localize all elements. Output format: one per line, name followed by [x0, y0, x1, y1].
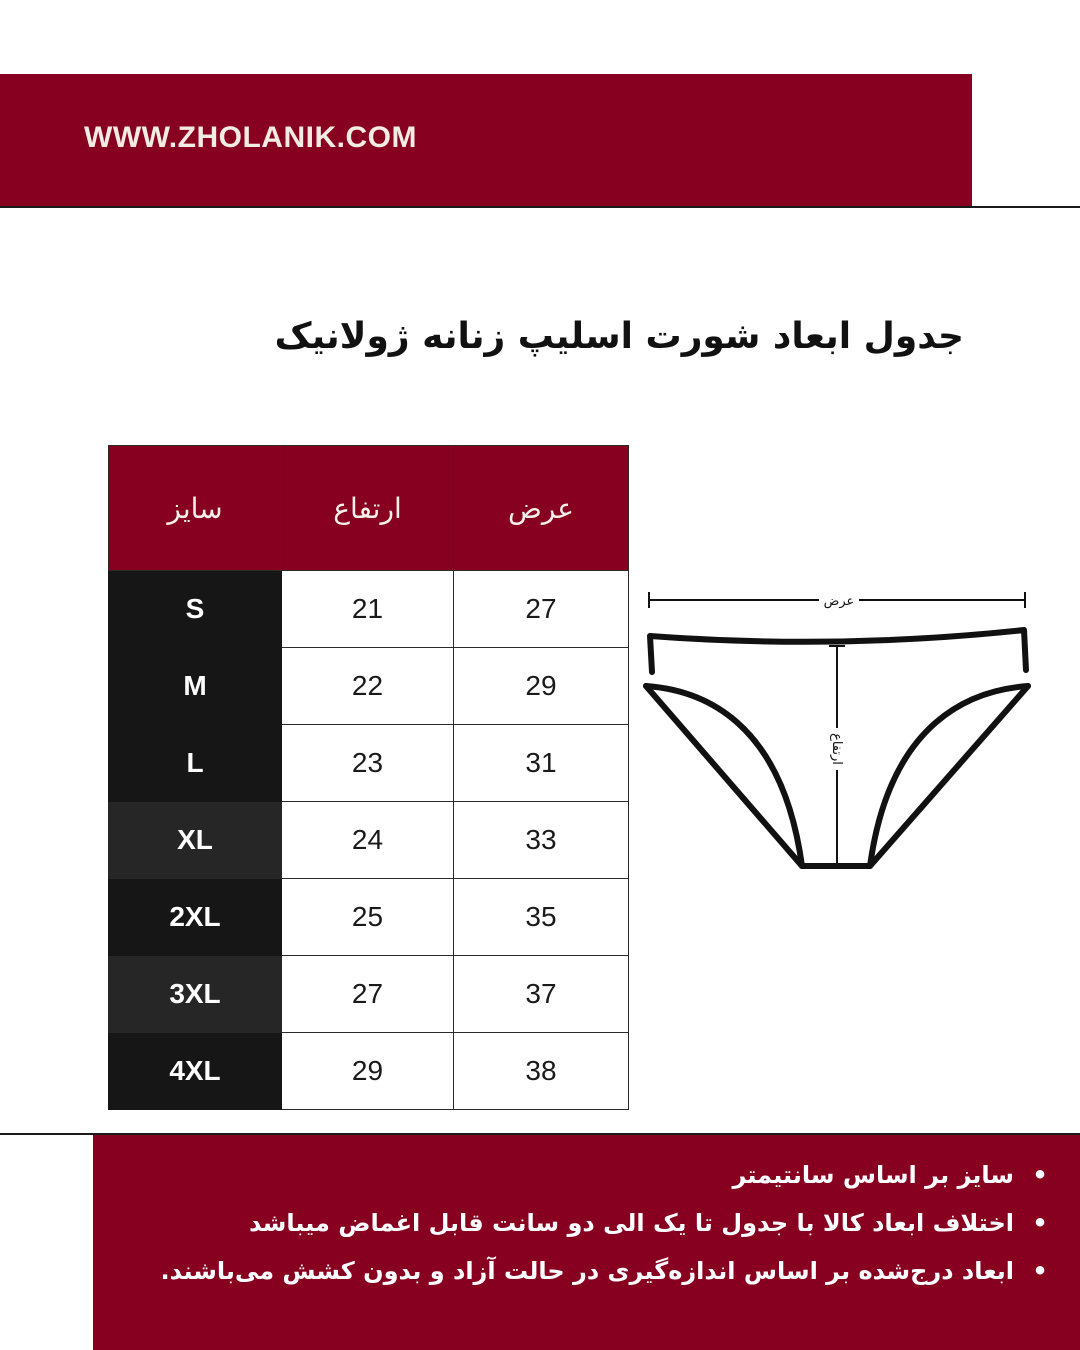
note-item: • سایز بر اساس سانتیمتر — [161, 1151, 1056, 1199]
table-row — [109, 879, 629, 956]
height-cell: 21 — [282, 571, 454, 648]
size-cell: 4XL — [109, 1033, 282, 1110]
table-header-row — [109, 446, 629, 571]
size-cell: 3XL — [109, 956, 282, 1033]
note-item: • ابعاد درج‌شده بر اساس اندازه‌گیری در حالت آزاد و بدون کشش می‌باشند. — [161, 1247, 1056, 1295]
width-cell: 27 — [454, 571, 629, 648]
footer-notes-panel — [93, 1135, 1080, 1350]
size-cell: XL — [109, 802, 282, 879]
header-height: ارتفاع — [282, 446, 454, 571]
notes-list — [161, 1151, 1056, 1295]
width-cell: 31 — [454, 725, 629, 802]
height-cell: 29 — [282, 1033, 454, 1110]
table-row — [109, 648, 629, 725]
site-url: WWW.ZHOLANIK.COM — [84, 121, 417, 154]
size-cell: L — [109, 725, 282, 802]
width-cell: 33 — [454, 802, 629, 879]
width-cell: 35 — [454, 879, 629, 956]
table-row — [109, 956, 629, 1033]
size-cell: M — [109, 648, 282, 725]
size-table — [108, 445, 629, 1110]
table-row — [109, 571, 629, 648]
height-label: ارتفاع — [829, 733, 844, 765]
table-row — [109, 1033, 629, 1110]
header-width: عرض — [454, 446, 629, 571]
table-row — [109, 802, 629, 879]
width-cell: 37 — [454, 956, 629, 1033]
table-row — [109, 725, 629, 802]
height-cell: 23 — [282, 725, 454, 802]
height-cell: 27 — [282, 956, 454, 1033]
page-title: جدول ابعاد شورت اسلیپ زنانه ژولانیک — [274, 316, 964, 357]
width-label: عرض — [823, 594, 855, 609]
height-cell: 24 — [282, 802, 454, 879]
width-cell: 29 — [454, 648, 629, 725]
header-divider — [0, 206, 1080, 208]
width-cell: 38 — [454, 1033, 629, 1110]
height-cell: 25 — [282, 879, 454, 956]
size-cell: 2XL — [109, 879, 282, 956]
height-cell: 22 — [282, 648, 454, 725]
note-item: • اختلاف ابعاد کالا با جدول تا یک الی دو سانت قابل اغماض میباشد — [161, 1199, 1056, 1247]
size-cell: S — [109, 571, 282, 648]
header-size: سایز — [109, 446, 282, 571]
brief-diagram — [632, 580, 1042, 880]
